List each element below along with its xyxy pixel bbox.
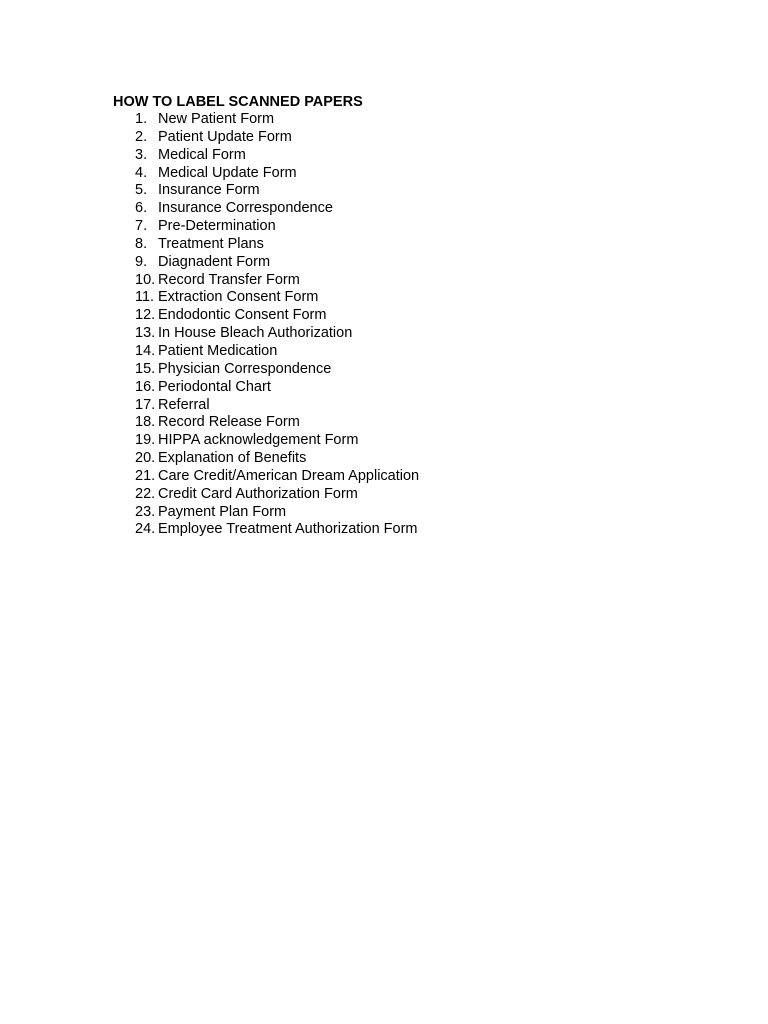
list-item-label: Payment Plan Form: [158, 503, 287, 520]
list-item-label: Patient Medication: [158, 342, 278, 359]
list-item-number: 19.: [135, 432, 156, 449]
list-item-label: Pre-Determination: [158, 218, 276, 235]
list-item-label: Medical Form: [158, 146, 246, 163]
list-item-number: 11.: [135, 289, 155, 306]
list-item-label: New Patient Form: [158, 111, 275, 127]
list-item-number: 4.: [135, 164, 148, 181]
list-item-label: Explanation of Benefits: [158, 450, 307, 467]
list-item-number: 12.: [135, 307, 156, 324]
list-item-number: 9.: [135, 253, 148, 270]
list-item-number: 5.: [135, 182, 148, 199]
list-item-label: Credit Card Authorization Form: [158, 485, 358, 502]
list-item-label: Periodontal Chart: [158, 378, 271, 395]
list-item-number: 2.: [135, 128, 148, 145]
list-item-label: Extraction Consent Form: [158, 289, 319, 306]
list-item-label: Endodontic Consent Form: [158, 307, 327, 324]
list-item-number: 15.: [135, 360, 156, 377]
list-item-number: 8.: [135, 235, 148, 252]
list-item-number: 20.: [135, 450, 156, 467]
list-item-number: 18.: [135, 414, 156, 431]
list-item-number: 1.: [135, 111, 148, 127]
list-item-label: Referral: [158, 396, 210, 413]
list-item-label: Care Credit/American Dream Application: [158, 467, 420, 484]
list-item-label: Record Release Form: [158, 414, 300, 431]
list-item-label: Treatment Plans: [158, 235, 264, 252]
list-item-number: 17.: [135, 396, 156, 413]
list-item-label: Physician Correspondence: [158, 360, 332, 377]
document-title: HOW TO LABEL SCANNED PAPERS: [113, 94, 363, 110]
list-item-label: Diagnadent Form: [158, 253, 271, 270]
list-item-label: Insurance Form: [158, 182, 260, 199]
list-item-label: In House Bleach Authorization: [158, 325, 353, 342]
list-item-number: 3.: [135, 146, 148, 163]
list-item-number: 14.: [135, 342, 156, 359]
list-item-label: Patient Update Form: [158, 128, 292, 145]
list-item-number: 13.: [135, 325, 156, 342]
list-item-label: Insurance Correspondence: [158, 200, 333, 217]
list-item-label: Record Transfer Form: [158, 271, 300, 288]
list-item-number: 24.: [135, 521, 156, 538]
list-item-number: 22.: [135, 485, 156, 502]
list-item-label: Medical Update Form: [158, 164, 297, 181]
list-item-number: 16.: [135, 378, 156, 395]
list-item-number: 6.: [135, 200, 148, 217]
list-item-number: 23.: [135, 503, 156, 520]
list-item-number: 7.: [135, 218, 148, 235]
list-item-label: HIPPA acknowledgement Form: [158, 432, 359, 449]
list-item-label: Employee Treatment Authorization Form: [158, 521, 418, 538]
list-item-number: 21.: [135, 467, 156, 484]
list-item-number: 10.: [135, 271, 156, 288]
